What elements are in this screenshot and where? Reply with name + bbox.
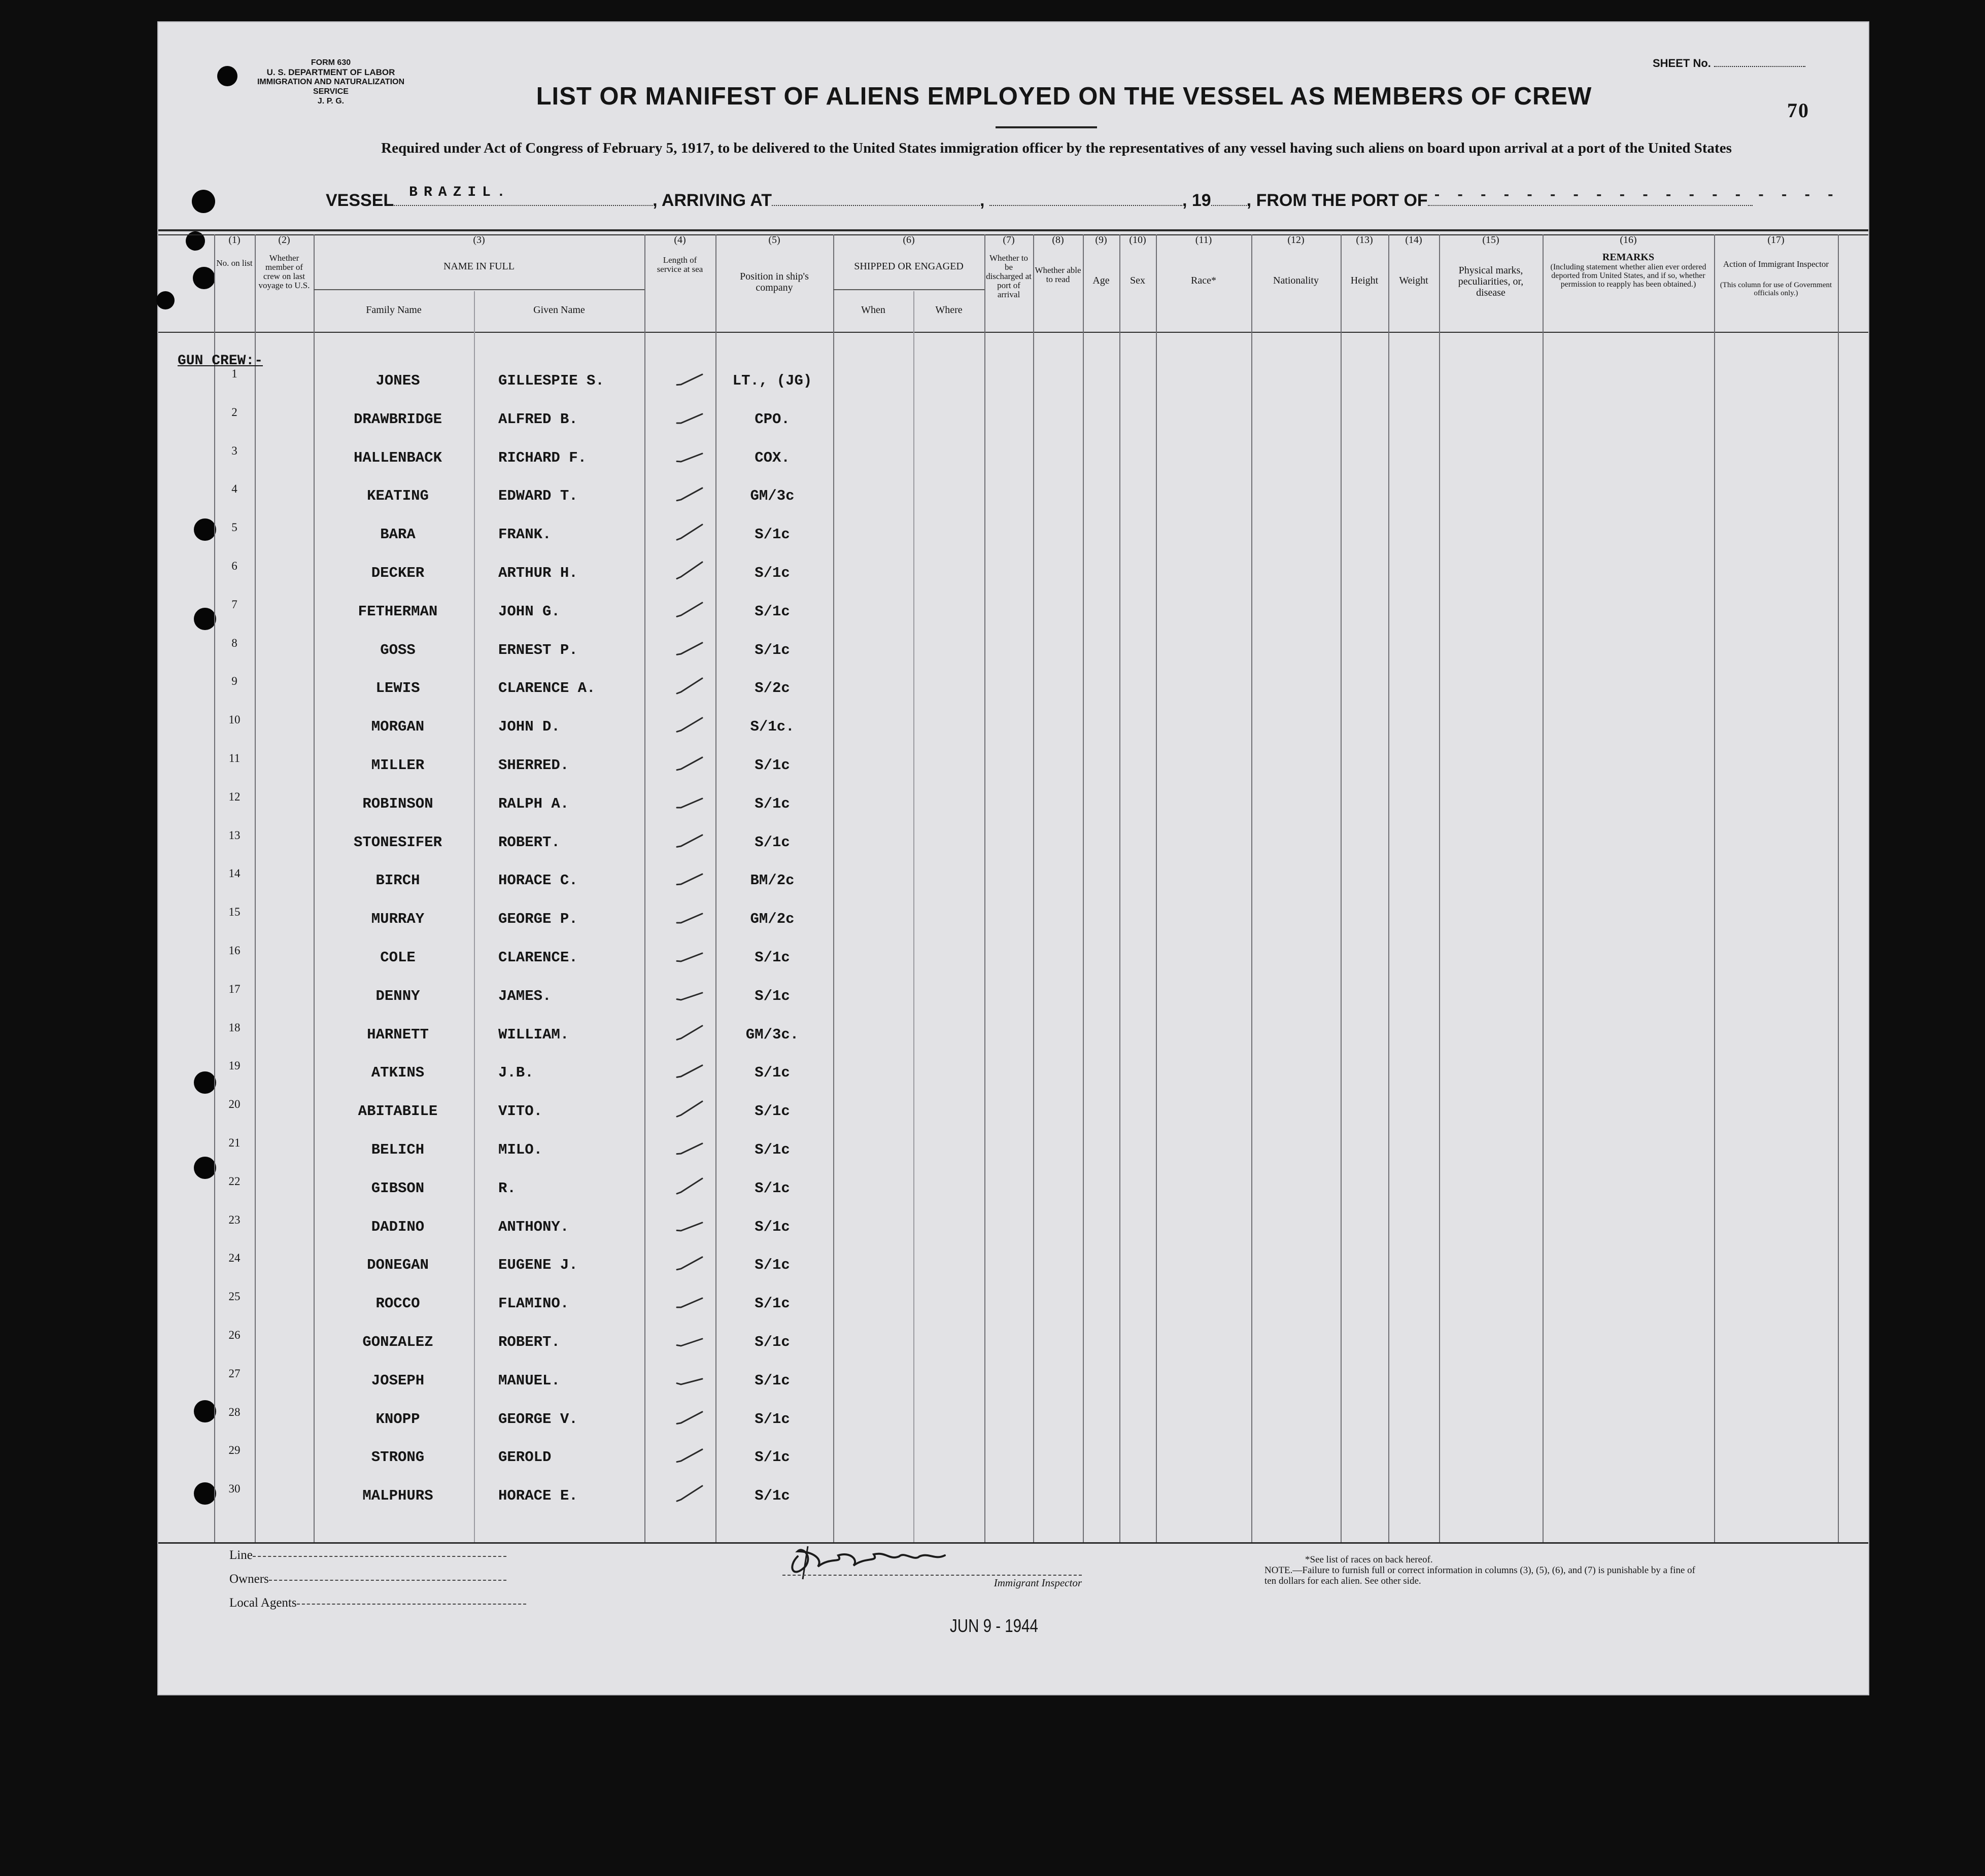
col-12-label: Nationality <box>1273 275 1319 286</box>
family-name: HALLENBACK <box>353 449 442 466</box>
table-row <box>158 598 1868 641</box>
position: S/1c <box>755 795 790 812</box>
row-number: 6 <box>231 560 237 572</box>
vessel-line: VESSEL BRAZIL. , ARRIVING AT , , 19 , FROM THE PORT OF - - - - - - - - - - - - - - - - - - <box>326 185 1838 210</box>
service-check-mark <box>671 1405 711 1430</box>
family-name: FETHERMAN <box>358 603 438 620</box>
family-name: ROCCO <box>375 1295 420 1312</box>
given-name: EDWARD T. <box>498 488 578 505</box>
table-row <box>158 521 1868 564</box>
service-check-mark <box>671 1212 711 1238</box>
service-check-mark <box>671 520 711 545</box>
position: S/1c <box>755 1334 790 1350</box>
service-name: IMMIGRATION AND NATURALIZATION SERVICE <box>257 78 405 96</box>
col-6-when-label: When <box>861 304 885 316</box>
family-name: KNOPP <box>375 1410 420 1428</box>
document-subtitle: Required under Act of Congress of February 5, 1917, to be delivered to the United States immigration officer by the representatives of any vessel having such aliens on board upon arrival at a port of the United States <box>381 140 1732 156</box>
col-16-label: REMARKS <box>1602 252 1655 263</box>
given-name: RICHARD F. <box>498 449 587 466</box>
given-name: ANTHONY. <box>498 1218 569 1235</box>
family-name: MILLER <box>371 757 425 774</box>
col-17-number: (17) <box>1767 234 1785 246</box>
port-value: - - - - - - - - - - - - - - - - - - <box>1432 188 1838 203</box>
row-number: 29 <box>228 1444 241 1457</box>
col-9-label: Age <box>1092 275 1110 286</box>
row-number: 19 <box>228 1059 241 1072</box>
given-name: JOHN G. <box>498 603 560 620</box>
given-name: ALFRED B. <box>498 410 578 428</box>
family-name: KEATING <box>367 488 429 505</box>
row-number: 24 <box>228 1252 241 1265</box>
position: S/1c <box>755 526 790 543</box>
year-label: 19 <box>1191 191 1211 210</box>
family-name: DADINO <box>371 1218 425 1235</box>
section-label-gun-crew: GUN CREW:- <box>178 353 263 369</box>
position: LT., (JG) <box>732 372 812 389</box>
col-6-label: SHIPPED OR ENGAGED <box>854 261 964 272</box>
given-name: GEORGE V. <box>498 1410 578 1428</box>
service-check-mark <box>671 674 711 699</box>
col-10-number: (10) <box>1129 234 1146 246</box>
row-number: 1 <box>231 367 237 380</box>
row-number: 8 <box>231 636 237 649</box>
position: S/1c <box>755 987 790 1004</box>
col-3-given-label: Given Name <box>533 304 585 316</box>
service-check-mark <box>671 481 711 507</box>
service-check-mark <box>671 982 711 1007</box>
form-number: FORM 630 <box>311 58 351 67</box>
vessel-name: BRAZIL. <box>409 185 511 200</box>
service-check-mark <box>671 1058 711 1084</box>
table-row <box>158 560 1868 603</box>
given-name: CLARENCE. <box>498 949 578 966</box>
given-name: FRANK. <box>498 526 552 543</box>
given-name: CLARENCE A. <box>498 680 596 697</box>
given-name: MANUEL. <box>498 1372 560 1389</box>
row-number: 12 <box>228 790 241 803</box>
family-name: BARA <box>380 526 416 543</box>
col-15-label: Physical marks, peculiarities, or, disease <box>1458 265 1524 298</box>
family-name: BELICH <box>371 1141 425 1158</box>
given-name: GILLESPIE S. <box>498 372 604 389</box>
table-row <box>158 1059 1868 1102</box>
row-number: 18 <box>228 1021 241 1034</box>
table-row <box>158 1136 1868 1179</box>
given-name: JOHN D. <box>498 718 560 736</box>
given-name: HORACE C. <box>498 872 578 889</box>
position: S/1c <box>755 1487 790 1505</box>
service-check-mark <box>671 1097 711 1122</box>
table-top-rule <box>158 229 1868 231</box>
table-row <box>158 1367 1868 1410</box>
col-11-number: (11) <box>1195 234 1212 246</box>
local-agents-label: Local Agents <box>229 1596 297 1610</box>
given-name: VITO. <box>498 1103 543 1120</box>
family-name: MORGAN <box>371 718 425 736</box>
given-name: ROBERT. <box>498 1334 560 1350</box>
given-name: GEROLD <box>498 1449 552 1466</box>
family-name: GOSS <box>380 641 416 658</box>
service-check-mark <box>671 905 711 930</box>
service-check-mark <box>671 1481 711 1507</box>
family-name: STRONG <box>371 1449 425 1466</box>
col-8-label: Whether able to read <box>1035 265 1081 284</box>
service-check-mark <box>671 636 711 661</box>
family-name: MURRAY <box>371 911 425 928</box>
punch-hole <box>217 66 237 86</box>
races-note: *See list of races on back hereof. <box>1305 1554 1433 1565</box>
row-number: 2 <box>231 405 237 419</box>
position: S/1c <box>755 949 790 966</box>
col-3-family-label: Family Name <box>366 304 422 316</box>
col-2-label: Whether member of crew on last voyage to U.S. <box>258 253 310 290</box>
row-number: 16 <box>228 944 241 957</box>
col-14-label: Weight <box>1399 275 1428 286</box>
col-9-number: (9) <box>1095 234 1107 246</box>
family-name: DENNY <box>375 987 420 1004</box>
service-check-mark <box>671 866 711 891</box>
header-bottom-rule <box>158 332 1868 333</box>
family-name: ATKINS <box>371 1064 425 1082</box>
col-17-label: Action of Immigrant Inspector <box>1723 259 1829 269</box>
local-agents-field <box>229 1591 526 1615</box>
row-number: 27 <box>228 1367 241 1380</box>
table-row <box>158 1329 1868 1372</box>
service-check-mark <box>671 597 711 622</box>
given-name: ERNEST P. <box>498 641 578 658</box>
row-number: 7 <box>231 598 237 611</box>
col-4-label: Length of service at sea <box>657 255 703 274</box>
sheet-number-label: SHEET No. <box>1653 57 1711 70</box>
given-name: RALPH A. <box>498 795 569 812</box>
table-row <box>158 713 1868 756</box>
row-number: 15 <box>228 906 241 919</box>
form-agency-header <box>255 58 407 106</box>
given-name: SHERRED. <box>498 757 569 774</box>
service-check-mark <box>671 828 711 853</box>
table-row <box>158 1098 1868 1141</box>
table-row <box>158 675 1868 718</box>
row-number: 22 <box>228 1174 241 1188</box>
table-row <box>158 1174 1868 1218</box>
service-check-mark <box>671 1174 711 1199</box>
position: S/1c <box>755 603 790 620</box>
service-check-mark <box>671 443 711 469</box>
owners-field <box>229 1567 526 1591</box>
family-name: JONES <box>375 372 420 389</box>
col-3-number: (3) <box>473 234 485 246</box>
given-name: ROBERT. <box>498 833 560 851</box>
service-check-mark <box>671 1020 711 1046</box>
row-number: 13 <box>228 828 241 842</box>
family-name: STONESIFER <box>353 833 442 851</box>
row-number: 26 <box>228 1329 241 1341</box>
family-name: DECKER <box>371 565 425 581</box>
position: S/1c <box>755 1257 790 1274</box>
family-name: DRAWBRIDGE <box>353 410 442 428</box>
col-8-number: (8) <box>1052 234 1064 246</box>
col-4-number: (4) <box>674 234 686 246</box>
punch-hole <box>193 267 215 289</box>
vessel-label: VESSEL <box>326 191 394 210</box>
position: S/1c <box>755 1141 790 1158</box>
sheet-number-field <box>1653 57 1805 70</box>
title-underline <box>996 126 1097 128</box>
row-number: 10 <box>228 713 241 726</box>
row-number: 28 <box>228 1405 241 1418</box>
service-check-mark <box>671 712 711 738</box>
row-number: 4 <box>231 482 237 496</box>
service-check-mark <box>671 366 711 392</box>
col-16-number: (16) <box>1620 234 1637 246</box>
service-check-mark <box>671 943 711 968</box>
line-label: Line <box>229 1548 253 1562</box>
table-row <box>158 1213 1868 1257</box>
position: S/1c <box>755 833 790 851</box>
given-name: JAMES. <box>498 987 552 1004</box>
arriving-label: ARRIVING AT <box>661 191 772 210</box>
punch-hole <box>192 190 215 213</box>
given-name: J.B. <box>498 1064 534 1082</box>
position: S/1c <box>755 757 790 774</box>
col-15-number: (15) <box>1482 234 1499 246</box>
col-2-number: (2) <box>278 234 290 246</box>
col-13-number: (13) <box>1356 234 1373 246</box>
col-5-label: Position in ship's company <box>740 271 809 293</box>
service-check-mark <box>671 405 711 430</box>
owners-label: Owners <box>229 1572 269 1586</box>
row-number: 20 <box>228 1098 241 1111</box>
family-name: ABITABILE <box>358 1103 438 1120</box>
position: S/1c <box>755 1449 790 1466</box>
service-check-mark <box>671 751 711 776</box>
position: BM/2c <box>750 872 795 889</box>
position: S/2c <box>755 680 790 697</box>
col-7-label: Whether to be discharged at port of arrival <box>986 253 1032 299</box>
port-label: FROM THE PORT OF <box>1256 191 1428 210</box>
col-11-label: Race* <box>1191 275 1216 286</box>
col-16-detail: (Including statement whether alien ever ordered deported from United States, and if so, whether permission to reapply has been obtained.) <box>1550 263 1706 289</box>
row-number: 23 <box>228 1213 241 1226</box>
position: S/1c <box>755 641 790 658</box>
table-row <box>158 867 1868 910</box>
row-number: 11 <box>228 752 241 765</box>
table-row <box>158 405 1868 449</box>
row-number: 17 <box>228 982 241 995</box>
row-number: 9 <box>231 675 237 688</box>
col-5-number: (5) <box>768 234 780 246</box>
position: GM/3c <box>750 488 795 505</box>
position: GM/2c <box>750 911 795 928</box>
table-row <box>158 1444 1868 1487</box>
document-title: LIST OR MANIFEST OF ALIENS EMPLOYED ON THE VESSEL AS MEMBERS OF CREW <box>536 83 1592 110</box>
table-row <box>158 790 1868 833</box>
col-6-number: (6) <box>903 234 915 246</box>
inspector-line <box>782 1575 1082 1589</box>
position: S/1c <box>755 1372 790 1389</box>
family-name: HARNETT <box>367 1026 429 1043</box>
family-name: JOSEPH <box>371 1372 425 1389</box>
service-check-mark <box>671 1289 711 1314</box>
table-row <box>158 1252 1868 1295</box>
family-name: DONEGAN <box>367 1257 429 1274</box>
family-name: BIRCH <box>375 872 420 889</box>
table-row <box>158 828 1868 872</box>
footer-fields <box>229 1543 526 1615</box>
col-1-label: No. on list <box>216 258 253 268</box>
given-name: HORACE E. <box>498 1487 578 1505</box>
position: S/1c. <box>750 718 795 736</box>
row-number: 25 <box>228 1290 241 1303</box>
family-name: ROBINSON <box>362 795 433 812</box>
position: GM/3c. <box>745 1026 799 1043</box>
col-12-number: (12) <box>1287 234 1305 246</box>
punch-hole <box>156 291 175 309</box>
position: CPO. <box>755 410 790 428</box>
table-row <box>158 982 1868 1026</box>
table-row <box>158 1290 1868 1333</box>
col-6-where-label: Where <box>935 304 963 316</box>
row-number: 14 <box>228 867 241 880</box>
service-check-mark <box>671 1250 711 1276</box>
line-field <box>229 1543 526 1567</box>
row-number: 30 <box>228 1482 241 1496</box>
table-row <box>158 1482 1868 1525</box>
given-name: EUGENE J. <box>498 1257 578 1274</box>
col-7-number: (7) <box>1003 234 1015 246</box>
service-check-mark <box>671 1443 711 1468</box>
given-name: FLAMINO. <box>498 1295 569 1312</box>
family-name: COLE <box>380 949 416 966</box>
service-check-mark <box>671 1366 711 1392</box>
table-row <box>158 367 1868 410</box>
col-17-detail: (This column for use of Government officials only.) <box>1720 281 1832 297</box>
date-stamp: JUN 9 - 1944 <box>950 1615 1038 1636</box>
penalty-note <box>1264 1554 1706 1586</box>
row-number: 3 <box>231 444 237 457</box>
service-check-mark <box>671 559 711 584</box>
given-name: R. <box>498 1179 516 1197</box>
table-row <box>158 906 1868 949</box>
table-row <box>158 944 1868 987</box>
row-number: 21 <box>228 1136 241 1149</box>
family-name: GONZALEZ <box>362 1334 433 1350</box>
service-check-mark <box>671 1135 711 1161</box>
table-row <box>158 752 1868 795</box>
position: S/1c <box>755 1179 790 1197</box>
table-row <box>158 636 1868 680</box>
given-name: ARTHUR H. <box>498 565 578 581</box>
note-text: NOTE.—Failure to furnish full or correct information in columns (3), (5), (6), and (7) is punishable by a fine of ten dollars for each alien. See other side. <box>1264 1565 1695 1586</box>
position: S/1c <box>755 1295 790 1312</box>
given-name: MILO. <box>498 1141 543 1158</box>
manifest-sheet <box>158 22 1868 1694</box>
service-check-mark <box>671 1328 711 1353</box>
given-name: WILLIAM. <box>498 1026 569 1043</box>
position: S/1c <box>755 1218 790 1235</box>
col-13-label: Height <box>1350 275 1379 286</box>
position: S/1c <box>755 1103 790 1120</box>
position: COX. <box>755 449 790 466</box>
table-row <box>158 1021 1868 1064</box>
department-name: U. S. DEPARTMENT OF LABOR <box>266 67 395 77</box>
inspector-label: Immigrant Inspector <box>994 1577 1082 1589</box>
position: S/1c <box>755 1064 790 1082</box>
table-row <box>158 1405 1868 1449</box>
family-name: MALPHURS <box>362 1487 433 1505</box>
table-row <box>158 482 1868 526</box>
printer-code: J. P. G. <box>317 97 345 106</box>
service-check-mark <box>671 789 711 815</box>
position: S/1c <box>755 565 790 581</box>
given-name: GEORGE P. <box>498 911 578 928</box>
page-number: 70 <box>1787 99 1809 122</box>
row-number: 5 <box>231 521 237 534</box>
family-name: GIBSON <box>371 1179 425 1197</box>
col-10-label: Sex <box>1130 275 1145 286</box>
col-14-number: (14) <box>1405 234 1422 246</box>
position: S/1c <box>755 1410 790 1428</box>
col-1-number: (1) <box>228 234 241 246</box>
table-row <box>158 444 1868 488</box>
family-name: LEWIS <box>375 680 420 697</box>
col-3-label: NAME IN FULL <box>443 261 515 272</box>
